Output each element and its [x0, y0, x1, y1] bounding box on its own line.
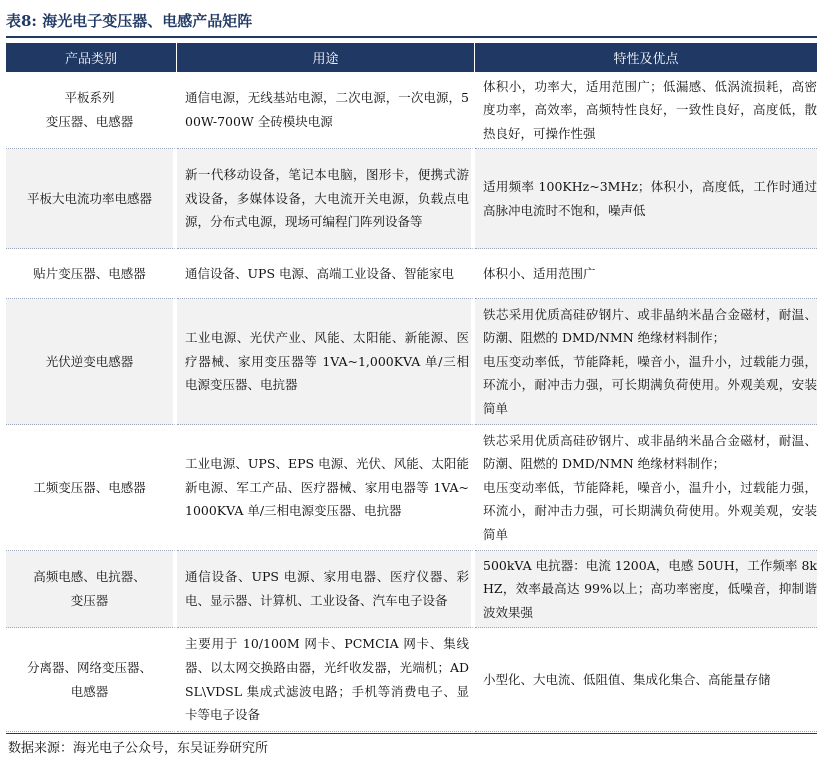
table-row	[6, 628, 817, 732]
category-cell: 光伏逆变电感器	[6, 299, 177, 425]
usage-cell: 主要用于 10/100M 网卡、PCMCIA 网卡、集线器、以太网交换路由器，光纤收发器，光端机；ADSL\VDSL 集成式滤波电路；手机等消费电子、显卡等电子设备	[177, 628, 475, 732]
usage-cell: 工业电源、UPS、EPS 电源、光伏、风能、太阳能新电源、军工产品、医疗器械、家用电器等 1VA~1000KVA 单/三相电源变压器、电抗器	[177, 425, 475, 551]
category-cell: 分离器、网络变压器、 电感器	[6, 628, 177, 732]
table-row	[6, 425, 817, 551]
features-cell: 500kVA 电抗器：电流 1200A，电感 50UH，工作频率 8kHZ，效率最高达 99%以上；高功率密度，低噪音，抑制谐波效果强	[475, 551, 817, 628]
footer-rule	[6, 733, 817, 734]
title-rule	[6, 36, 817, 38]
category-cell: 工频变压器、电感器	[6, 425, 177, 551]
table-title: 表8: 海光电子变压器、电感产品矩阵	[6, 12, 253, 30]
usage-cell: 通信电源，无线基站电源，二次电源，一次电源，500W-700W 全砖模块电源	[177, 72, 475, 149]
table-row	[6, 299, 817, 425]
table-row	[6, 551, 817, 628]
category-cell: 高频电感、电抗器、 变压器	[6, 551, 177, 628]
features-cell: 体积小，功率大，适用范围广；低漏感、低涡流损耗，高密度功率，高效率，高频特性良好，一致性良好，高度低，散热良好，可操作性强	[475, 72, 817, 149]
features-cell: 适用频率 100KHz~3MHz；体积小，高度低，工作时通过高脉冲电流时不饱和，噪声低	[475, 149, 817, 249]
usage-cell: 工业电源、光伏产业、风能、太阳能、新能源、医疗器械、家用变压器等 1VA~1,000KVA 单/三相电源变压器、电抗器	[177, 299, 475, 425]
table-row	[6, 72, 817, 149]
features-cell: 体积小、适用范围广	[475, 249, 817, 299]
usage-cell: 通信设备、UPS 电源、家用电器、医疗仪器、彩电、显示器、计算机、工业设备、汽车电子设备	[177, 551, 475, 628]
usage-cell: 通信设备、UPS 电源、高端工业设备、智能家电	[177, 249, 475, 299]
usage-cell: 新一代移动设备，笔记本电脑，图形卡，便携式游戏设备，多媒体设备，大电流开关电源，负载点电源，分布式电源，现场可编程门阵列设备等	[177, 149, 475, 249]
data-source-note: 数据来源：海光电子公众号，东吴证券研究所	[8, 741, 269, 756]
category-cell: 平板系列 变压器、电感器	[6, 72, 177, 149]
header-category: 产品类别	[6, 43, 177, 72]
header-features: 特性及优点	[475, 43, 817, 72]
features-cell: 小型化、大电流、低阻值、集成化集合、高能量存储	[475, 628, 817, 732]
product-matrix-table	[6, 43, 817, 732]
features-cell: 铁芯采用优质高硅矽钢片、或非晶纳米晶合金磁材，耐温、防潮、阻燃的 DMD/NMN 绝缘材料制作； 电压变动率低，节能降耗，噪音小，温升小，过载能力强，环流小，耐冲击力强，可长期满负荷使用。外观美观，安装简单	[475, 425, 817, 551]
category-cell: 平板大电流功率电感器	[6, 149, 177, 249]
category-cell: 贴片变压器、电感器	[6, 249, 177, 299]
header-usage: 用途	[177, 43, 475, 72]
table-row	[6, 249, 817, 299]
table-row	[6, 149, 817, 249]
features-cell: 铁芯采用优质高硅矽钢片、或非晶纳米晶合金磁材，耐温、防潮、阻燃的 DMD/NMN 绝缘材料制作； 电压变动率低，节能降耗，噪音小，温升小，过载能力强，环流小，耐冲击力强，可长期满负荷使用。外观美观，安装简单	[475, 299, 817, 425]
header-row	[6, 43, 817, 72]
